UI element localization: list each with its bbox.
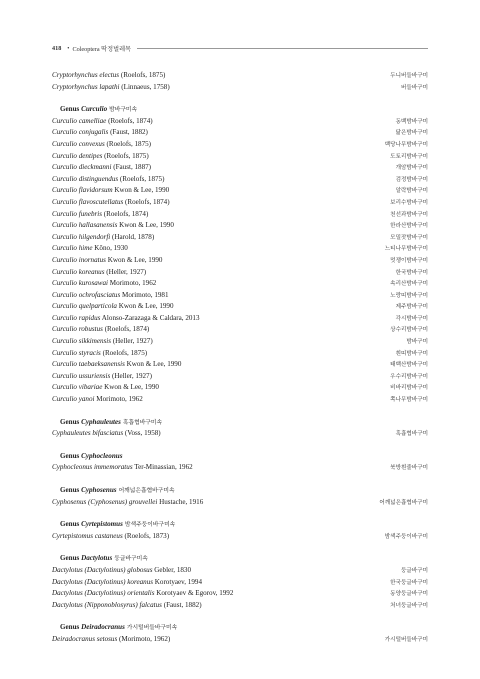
- species-korean-name: 검정밤바구미: [395, 176, 428, 183]
- genus-korean-name: 가시털버들바구미속: [126, 625, 178, 632]
- species-scientific: [52, 151, 149, 163]
- species-row: [52, 70, 428, 82]
- species-name: Dactylotus (Dactylotinus) koreanus: [52, 577, 153, 586]
- genus-heading: Genus Cyphocleonus: [60, 451, 123, 460]
- species-scientific: [52, 243, 128, 255]
- species-korean-name: 속리산밤바구미: [390, 281, 428, 288]
- species-korean-name: 두니버들바구미: [390, 73, 428, 79]
- species-name: Curculio ussuriensis: [52, 371, 111, 380]
- species-author: (Roelofs, 1874): [123, 197, 170, 206]
- species-name: Curculio styracis: [52, 348, 101, 357]
- species-row: [52, 232, 428, 244]
- species-scientific: [52, 348, 147, 360]
- species-author: (Linnaeus, 1758): [119, 82, 170, 91]
- species-scientific: [52, 565, 191, 577]
- species-author: Kwon & Lee, 1990: [102, 383, 159, 392]
- species-author: (Roelofs, 1875): [118, 174, 165, 183]
- species-name: Cyphocleonus immemoratus: [52, 463, 133, 472]
- species-korean-name: 각시밤바구미: [395, 315, 428, 322]
- species-author: Ter-Minassian, 1962: [132, 463, 193, 472]
- genus-name: Cyphocleonus: [81, 451, 123, 460]
- species-row: [52, 185, 428, 197]
- species-scientific: [52, 290, 169, 302]
- species-name: Cryptorhynchus lapathi: [52, 82, 120, 91]
- species-korean-name: 멋쟁이밤바구미: [390, 257, 428, 264]
- species-korean-name: 한라산밤바구미: [390, 223, 428, 230]
- species-name: Dactylotus (Nipponoblosyrus) falcatus: [52, 600, 162, 609]
- species-author: (Morimoto, 1962): [117, 634, 171, 643]
- species-row: [52, 324, 428, 336]
- species-name: Curculio ochrofasciatus: [52, 290, 121, 299]
- species-author: (Faust, 1882): [108, 128, 148, 137]
- genus-name: Curculio: [81, 105, 108, 114]
- species-korean-name: 한국밤바구미: [395, 269, 428, 276]
- species-name: Dactylotus (Dactylotinus) orientalis: [52, 589, 155, 598]
- species-author: (Faust, 1887): [111, 163, 152, 172]
- genus-heading: Genus Curculio 밤바구미속: [60, 105, 138, 114]
- species-row: [52, 127, 428, 139]
- species-name: Cryptorhynchus electus: [52, 71, 120, 79]
- section-gap: [52, 542, 428, 553]
- genus-name: Dactylotus: [81, 554, 113, 563]
- species-author: (Roelofs, 1874): [102, 325, 150, 334]
- species-author: (Heller, 1927): [104, 267, 147, 276]
- species-korean-name: 모밀잣밤바구미: [390, 234, 428, 241]
- species-author: Alonso-Zarazaga & Caldara, 2013: [100, 313, 200, 322]
- species-name: Curculio funebris: [52, 209, 102, 218]
- genus-korean-name: 어깨넓은흡협바구미속: [118, 488, 175, 494]
- species-row: [52, 462, 428, 474]
- species-korean-name: 북방흰줄바구미: [390, 465, 428, 472]
- species-korean-name: 비바리밤바구미: [390, 385, 428, 392]
- species-korean-name: 버들바구미: [400, 84, 428, 91]
- species-scientific: [52, 127, 148, 139]
- species-scientific: [52, 197, 170, 209]
- section-gap: [52, 508, 428, 519]
- species-name: Curculio camelliae: [52, 116, 107, 125]
- species-scientific: [52, 220, 174, 232]
- species-author: (Voss, 1958): [123, 429, 161, 438]
- species-row: [52, 278, 428, 290]
- species-name: Cyphauleutes bifasciatus: [52, 429, 124, 438]
- species-scientific: [52, 382, 159, 394]
- species-scientific: [52, 255, 162, 267]
- section-gap: [52, 474, 428, 485]
- species-author: Kwon & Lee, 1990: [116, 302, 174, 311]
- species-scientific: [52, 371, 152, 383]
- species-row: [52, 243, 428, 255]
- species-author: Kwon & Lee, 1990: [117, 221, 174, 230]
- page-number: 418: [52, 45, 62, 52]
- species-scientific: [52, 232, 154, 244]
- species-korean-name: 보리수밤바구미: [390, 199, 428, 206]
- genus-korean-name: 둥글바구미속: [114, 556, 148, 563]
- genus-heading: Genus Deiradocranus 가시털버들바구미속: [60, 623, 178, 632]
- species-korean-name: 밤색주둥이바구미: [384, 533, 428, 540]
- species-korean-name: 백당나무밤바구미: [384, 141, 428, 148]
- species-name: Curculio convexus: [52, 139, 105, 148]
- species-korean-name: 개암밤바구미: [395, 165, 428, 172]
- species-row: [52, 371, 428, 383]
- species-scientific: [52, 174, 164, 186]
- species-name: Deiradocranus setosus: [52, 634, 118, 643]
- species-row: [52, 82, 428, 94]
- species-scientific: [52, 301, 174, 313]
- species-scientific: [52, 267, 146, 279]
- genus-korean-name: 혹흡협바구미속: [122, 419, 163, 426]
- species-scientific: [52, 336, 153, 348]
- species-scientific: [52, 70, 165, 82]
- species-row: [52, 162, 428, 174]
- species-name: Cyphosenus (Cyphosenus) grouvellei: [52, 497, 158, 506]
- species-name: Curculio rapidus: [52, 313, 101, 322]
- species-name: Curculio taebaeksanensis: [52, 360, 125, 369]
- species-scientific: [52, 497, 203, 509]
- species-row: [52, 577, 428, 589]
- species-author: Kwon & Lee, 1990: [124, 360, 182, 369]
- species-korean-name: 둥글바구미: [400, 567, 428, 574]
- species-scientific: [52, 359, 181, 371]
- species-korean-name: 동백밤바구미: [395, 118, 428, 125]
- species-korean-name: 노랑띠밤바구미: [390, 292, 428, 299]
- species-name: Curculio vibariae: [52, 383, 103, 392]
- species-scientific: [52, 185, 169, 197]
- species-korean-name: 도토리밤바구미: [390, 153, 428, 160]
- species-author: Kôno, 1930: [92, 244, 128, 253]
- header-rule: [137, 48, 428, 49]
- species-author: (Roelofs, 1875): [104, 139, 152, 148]
- section-gap: [52, 93, 428, 104]
- species-korean-name: 밤바구미: [406, 339, 428, 346]
- species-name: Curculio flavoscutellatus: [52, 197, 124, 206]
- species-scientific: [52, 313, 200, 325]
- genus-name: Deiradocranus: [81, 623, 125, 632]
- species-row: [52, 209, 428, 221]
- species-scientific: [52, 82, 170, 94]
- species-korean-name: 혹흡협바구미: [395, 431, 428, 438]
- genus-name: Cyphosenus: [81, 486, 117, 494]
- species-name: Curculio dieckmanni: [52, 163, 112, 172]
- species-author: Gebler, 1830: [152, 565, 192, 574]
- species-author: Korotyaev, 1994: [153, 577, 202, 586]
- species-scientific: [52, 634, 170, 646]
- species-row: [52, 301, 428, 313]
- species-name: Curculio flavidorsum: [52, 186, 113, 195]
- species-author: (Heller, 1927): [111, 337, 153, 346]
- species-korean-name: 제주밤바구미: [395, 304, 428, 311]
- species-row: [52, 220, 428, 232]
- species-scientific: [52, 324, 149, 336]
- section-gap: [52, 406, 428, 417]
- species-row: [52, 116, 428, 128]
- species-name: Curculio robustus: [52, 325, 103, 334]
- species-name: Curculio kurosawai: [52, 279, 109, 288]
- species-row: [52, 197, 428, 209]
- species-korean-name: 처녀둥글바구미: [390, 602, 428, 609]
- running-title: Coleoptera 딱정벌레목: [72, 46, 132, 53]
- species-row: [52, 174, 428, 186]
- section-gap: [52, 440, 428, 451]
- species-row: [52, 267, 428, 279]
- species-author: Morimoto, 1981: [120, 290, 169, 299]
- species-row: [52, 531, 428, 543]
- species-korean-name: 한국둥글바구미: [390, 579, 428, 586]
- species-name: Dactylotus (Dactylotinus) globosus: [52, 565, 153, 574]
- species-korean-name: 우수리밤바구미: [390, 373, 428, 380]
- genus-korean-name: 밤바구미속: [109, 107, 138, 114]
- species-row: [52, 313, 428, 325]
- species-korean-name: 태백산밤바구미: [390, 362, 428, 369]
- species-row: [52, 151, 428, 163]
- species-korean-name: 어깨넓은흡협바구미: [379, 499, 428, 506]
- species-korean-name: 알락밤바구미: [395, 188, 428, 195]
- species-author: (Roelofs, 1875): [119, 71, 166, 79]
- section-gap: [52, 611, 428, 622]
- species-author: Morimoto, 1962: [94, 395, 143, 404]
- species-row: [52, 382, 428, 394]
- species-author: (Roelofs, 1874): [102, 209, 149, 218]
- species-korean-name: 쪽나무밤바구미: [390, 397, 428, 404]
- species-korean-name: 느티나무밤바구미: [384, 246, 428, 253]
- species-korean-name: 닮은밤바구미: [395, 130, 428, 137]
- genus-heading: Genus Cyphosenus 어깨넓은흡협바구미속: [60, 486, 175, 494]
- species-scientific: [52, 600, 202, 612]
- species-korean-name: 흰띠밤바구미: [395, 350, 428, 357]
- species-row: [52, 348, 428, 360]
- species-row: [52, 497, 428, 509]
- species-name: Curculio conjugalis: [52, 128, 109, 137]
- species-korean-name: 동양둥글바구미: [390, 591, 428, 598]
- species-author: Korotyaev & Egorov, 1992: [154, 589, 234, 598]
- species-author: Kwon & Lee, 1990: [105, 255, 163, 264]
- species-name: Curculio yanoi: [52, 395, 95, 404]
- species-author: (Roelofs, 1875): [100, 348, 148, 357]
- species-scientific: [52, 531, 169, 543]
- species-name: Cyrtepistomus castaneus: [52, 531, 123, 540]
- species-author: (Roelofs, 1875): [102, 151, 149, 160]
- species-scientific: [52, 139, 151, 151]
- header-separator: •: [67, 45, 70, 52]
- genus-heading: Genus Dactylotus 둥글바구미속: [60, 554, 148, 563]
- genus-heading: Genus Cyphauleutes 혹흡협바구미속: [60, 417, 163, 426]
- species-name: Curculio inornatus: [52, 255, 106, 264]
- species-name: Curculio hallasanensis: [52, 221, 118, 230]
- species-row: [52, 139, 428, 151]
- species-korean-name: 가시털버들바구미: [384, 636, 428, 643]
- species-name: Curculio dentipes: [52, 151, 103, 160]
- species-row: [52, 336, 428, 348]
- species-row: [52, 588, 428, 600]
- genus-heading: Genus Cyrtepistomus 밤색주둥이바구미속: [60, 520, 176, 529]
- species-korean-name: 상수리밤바구미: [390, 327, 428, 334]
- page-header: [52, 44, 428, 53]
- genus-korean-name: 밤색주둥이바구미속: [124, 522, 176, 529]
- species-scientific: [52, 116, 153, 128]
- species-author: (Roelofs, 1874): [106, 116, 153, 125]
- species-author: (Heller, 1927): [110, 371, 152, 380]
- species-name: Curculio hilgendorfi: [52, 232, 111, 241]
- genus-name: Cyphauleutes: [81, 417, 121, 426]
- species-row: [52, 255, 428, 267]
- species-scientific: [52, 577, 202, 589]
- species-row: [52, 290, 428, 302]
- species-scientific: [52, 278, 156, 290]
- species-author: Kwon & Lee, 1990: [112, 186, 170, 195]
- species-korean-name: 천선과밤바구미: [390, 211, 428, 218]
- species-row: [52, 634, 428, 646]
- species-row: [52, 359, 428, 371]
- species-author: Morimoto, 1962: [108, 279, 157, 288]
- species-name: Curculio hime: [52, 244, 93, 253]
- species-name: Curculio quelparticola: [52, 302, 117, 311]
- species-name: Curculio distinguendus: [52, 174, 119, 183]
- species-author: Hustache, 1916: [157, 497, 204, 506]
- species-scientific: [52, 588, 233, 600]
- genus-name: Cyrtepistomus: [81, 520, 123, 529]
- species-list: [52, 70, 428, 646]
- species-scientific: [52, 162, 151, 174]
- species-row: [52, 394, 428, 406]
- species-scientific: [52, 394, 143, 406]
- species-name: Curculio sikkimensis: [52, 337, 112, 346]
- species-scientific: [52, 462, 193, 474]
- species-author: (Harold, 1878): [110, 232, 155, 241]
- species-scientific: [52, 428, 161, 440]
- species-row: [52, 565, 428, 577]
- species-author: (Roelofs, 1873): [122, 531, 170, 540]
- species-row: [52, 428, 428, 440]
- species-scientific: [52, 209, 148, 221]
- species-row: [52, 600, 428, 612]
- species-name: Curculio koreanus: [52, 267, 105, 276]
- species-author: (Faust, 1882): [161, 600, 202, 609]
